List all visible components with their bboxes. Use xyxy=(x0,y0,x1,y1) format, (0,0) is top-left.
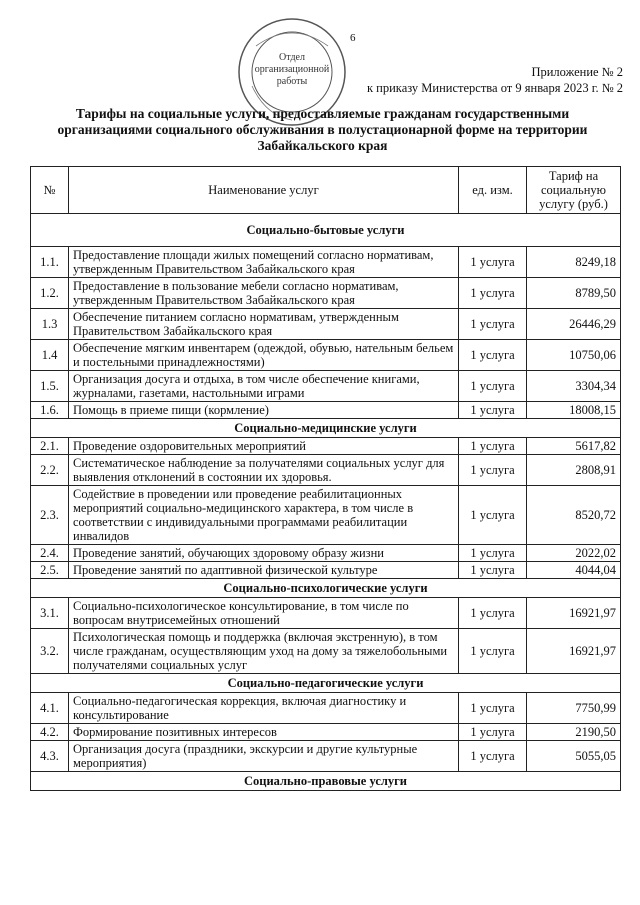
table-header-row xyxy=(31,167,621,214)
table-row xyxy=(31,486,621,545)
service-name: Психологическая помощь и поддержка (включая экстренную), в том числе гражданам, осуществляющим уход на дому за тяжелобольными получателями социальных услуг xyxy=(69,629,459,674)
table-row xyxy=(31,247,621,278)
service-price: 26446,29 xyxy=(527,309,621,340)
service-name: Формирование позитивных интересов xyxy=(69,724,459,741)
table-row xyxy=(31,693,621,724)
service-number: 2.1. xyxy=(31,438,69,455)
stamp-line-1: Отдел xyxy=(279,52,305,63)
section-title: Социально-психологические услуги xyxy=(31,579,621,598)
service-unit: 1 услуга xyxy=(459,438,527,455)
service-price: 7750,99 xyxy=(527,693,621,724)
table-row xyxy=(31,402,621,419)
table-body xyxy=(31,214,621,791)
table-row xyxy=(31,309,621,340)
service-number: 1.1. xyxy=(31,247,69,278)
service-name: Систематическое наблюдение за получателями социальных услуг для выявления отклонений в состоянии их здоровья. xyxy=(69,455,459,486)
service-price: 16921,97 xyxy=(527,598,621,629)
service-price: 3304,34 xyxy=(527,371,621,402)
header-name: Наименование услуг xyxy=(69,167,459,214)
service-price: 2022,02 xyxy=(527,545,621,562)
service-price: 10750,06 xyxy=(527,340,621,371)
service-unit: 1 услуга xyxy=(459,309,527,340)
service-price: 8249,18 xyxy=(527,247,621,278)
service-name: Проведение оздоровительных мероприятий xyxy=(69,438,459,455)
appendix-line-2: к приказу Министерства от 9 января 2023 г. № 2 xyxy=(366,81,623,95)
section-row xyxy=(31,674,621,693)
appendix-header xyxy=(367,64,623,96)
table-row xyxy=(31,724,621,741)
service-name: Предоставление площади жилых помещений согласно нормативам, утвержденным Правительством Забайкальского края xyxy=(69,247,459,278)
table-row xyxy=(31,545,621,562)
section-title: Социально-медицинские услуги xyxy=(31,419,621,438)
service-unit: 1 услуга xyxy=(459,693,527,724)
service-unit: 1 услуга xyxy=(459,545,527,562)
section-title: Социально-педагогические услуги xyxy=(31,674,621,693)
section-row xyxy=(31,579,621,598)
service-number: 1.2. xyxy=(31,278,69,309)
table-row xyxy=(31,278,621,309)
service-name: Обеспечение питанием согласно нормативам, утвержденным Правительством Забайкальского края xyxy=(69,309,459,340)
table-row xyxy=(31,438,621,455)
service-unit: 1 услуга xyxy=(459,278,527,309)
service-unit: 1 услуга xyxy=(459,562,527,579)
header-num: № xyxy=(31,167,69,214)
section-title: Социально-правовые услуги xyxy=(31,772,621,791)
service-number: 1.3 xyxy=(31,309,69,340)
service-unit: 1 услуга xyxy=(459,371,527,402)
service-unit: 1 услуга xyxy=(459,455,527,486)
table-row xyxy=(31,562,621,579)
service-name: Социально-педагогическая коррекция, включая диагностику и консультирование xyxy=(69,693,459,724)
service-number: 1.6. xyxy=(31,402,69,419)
service-number: 3.2. xyxy=(31,629,69,674)
service-price: 8520,72 xyxy=(527,486,621,545)
table-row xyxy=(31,598,621,629)
service-name: Предоставление в пользование мебели согласно нормативам, утвержденным Правительством Забайкальского края xyxy=(69,278,459,309)
document-title: Тарифы на социальные услуги, предоставляемые гражданам государственными организациями социального обслуживания в полустационарной форме на территории Забайкальского края xyxy=(57,106,588,153)
service-name: Проведение занятий по адаптивной физической культуре xyxy=(69,562,459,579)
service-number: 3.1. xyxy=(31,598,69,629)
service-unit: 1 услуга xyxy=(459,629,527,674)
service-price: 18008,15 xyxy=(527,402,621,419)
service-number: 1.4 xyxy=(31,340,69,371)
section-row xyxy=(31,772,621,791)
service-unit: 1 услуга xyxy=(459,741,527,772)
service-unit: 1 услуга xyxy=(459,247,527,278)
service-price: 4044,04 xyxy=(527,562,621,579)
appendix-line-1: Приложение № 2 xyxy=(531,65,623,79)
service-name: Организация досуга и отдыха, в том числе обеспечение книгами, журналами, газетами, настольными играми xyxy=(69,371,459,402)
header-unit: ед. изм. xyxy=(459,167,527,214)
service-name: Проведение занятий, обучающих здоровому образу жизни xyxy=(69,545,459,562)
service-unit: 1 услуга xyxy=(459,486,527,545)
service-price: 16921,97 xyxy=(527,629,621,674)
service-price: 2190,50 xyxy=(527,724,621,741)
table-row xyxy=(31,455,621,486)
service-number: 1.5. xyxy=(31,371,69,402)
service-price: 8789,50 xyxy=(527,278,621,309)
page-number: 6 xyxy=(350,32,356,44)
stamp-text xyxy=(250,52,334,88)
service-price: 2808,91 xyxy=(527,455,621,486)
tariffs-table xyxy=(30,166,621,791)
service-number: 2.4. xyxy=(31,545,69,562)
service-name: Социально-психологическое консультирование, в том числе по вопросам внутрисемейных отношений xyxy=(69,598,459,629)
table-row xyxy=(31,340,621,371)
service-name: Содействие в проведении или проведение реабилитационных мероприятий социально-медицинского характера, в том числе в соответствии с индивидуальными программами реабилитации инвалидов xyxy=(69,486,459,545)
service-name: Организация досуга (праздники, экскурсии и другие культурные мероприятия) xyxy=(69,741,459,772)
service-number: 4.2. xyxy=(31,724,69,741)
service-name: Помощь в приеме пищи (кормление) xyxy=(69,402,459,419)
section-row xyxy=(31,419,621,438)
service-price: 5055,05 xyxy=(527,741,621,772)
header-tariff: Тариф на социальную услугу (руб.) xyxy=(527,167,621,214)
section-title: Социально-бытовые услуги xyxy=(31,214,621,247)
section-row xyxy=(31,214,621,247)
service-unit: 1 услуга xyxy=(459,724,527,741)
service-number: 2.2. xyxy=(31,455,69,486)
service-number: 4.1. xyxy=(31,693,69,724)
table-row xyxy=(31,371,621,402)
service-unit: 1 услуга xyxy=(459,598,527,629)
service-number: 2.3. xyxy=(31,486,69,545)
service-number: 4.3. xyxy=(31,741,69,772)
service-number: 2.5. xyxy=(31,562,69,579)
table-row xyxy=(31,741,621,772)
service-unit: 1 услуга xyxy=(459,340,527,371)
service-unit: 1 услуга xyxy=(459,402,527,419)
service-price: 5617,82 xyxy=(527,438,621,455)
table-row xyxy=(31,629,621,674)
service-name: Обеспечение мягким инвентарем (одеждой, обувью, нательным бельем и постельными принадлежностями) xyxy=(69,340,459,371)
stamp-line-3: работы xyxy=(276,76,308,87)
stamp-line-2: организационной xyxy=(254,64,330,75)
